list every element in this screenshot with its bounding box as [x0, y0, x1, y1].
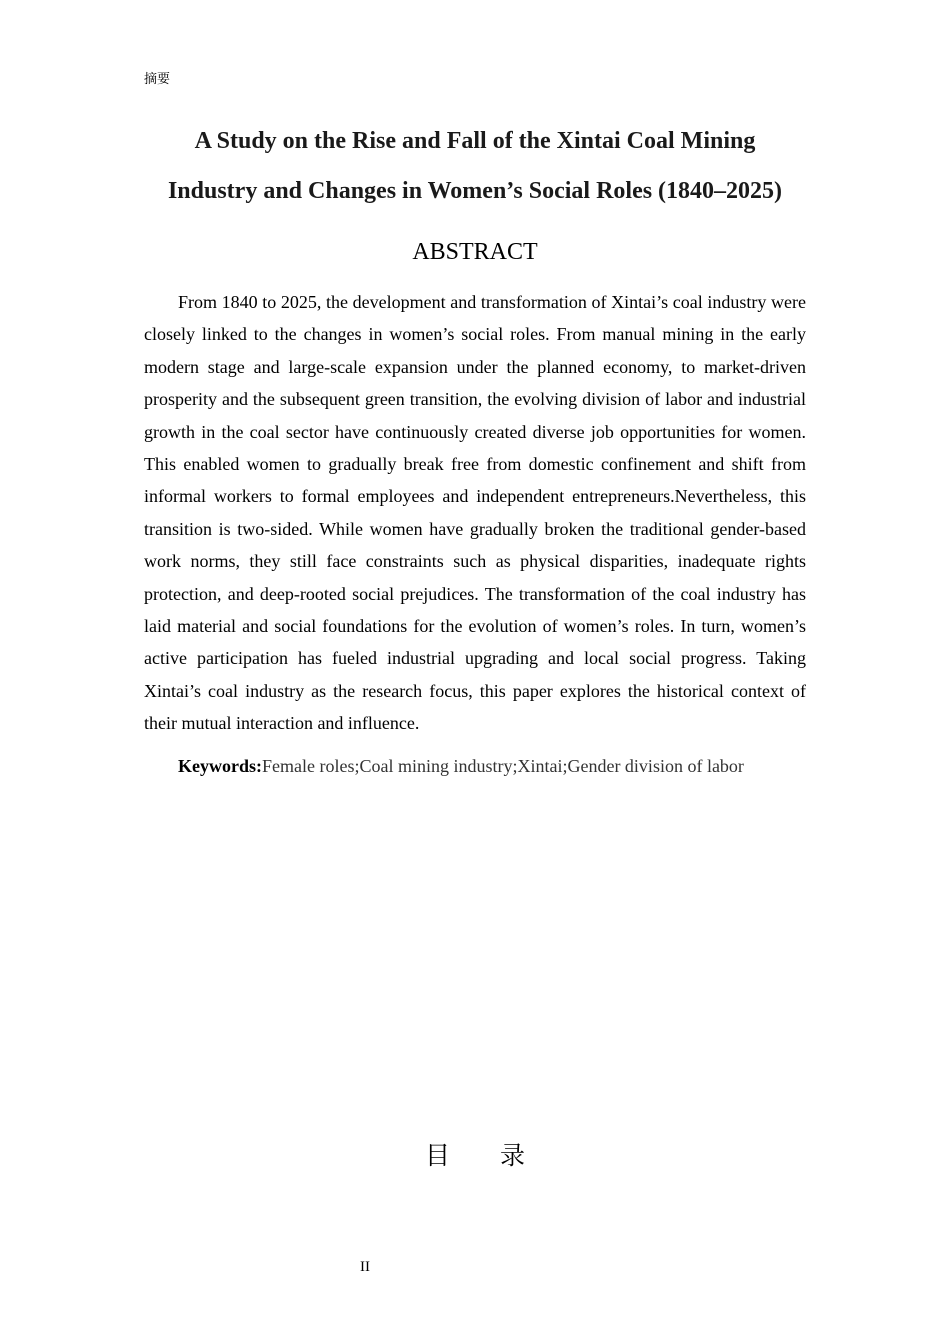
table-of-contents-heading: 目录: [424, 1141, 575, 1170]
abstract-heading: ABSTRACT: [412, 239, 538, 265]
keywords-line: [144, 750, 806, 782]
page-number: II: [360, 1259, 370, 1275]
paper-title-line-1: A Study on the Rise and Fall of the Xintai Coal Mining: [194, 128, 756, 154]
paper-title-line-2: Industry and Changes in Women’s Social Roles (1840–2025): [167, 178, 783, 204]
keywords-value: Female roles;Coal mining industry;Xintai;Gender division of labor: [262, 756, 744, 776]
running-header: 摘要: [144, 72, 171, 87]
abstract-body: From 1840 to 2025, the development and transformation of Xintai’s coal industry were closely linked to the changes in women’s social roles. From manual mining in the early modern stage and large-scale expansion under the planned economy, to market-driven prosperity and the subsequent green transition, the evolving division of labor and industrial growth in the coal sector have continuously created diverse job opportunities for women. This enabled women to gradually break free from domestic confinement and shift from informal workers to formal employees and independent entrepreneurs.Nevertheless, this transition is two-sided. While women have gradually broken the traditional gender-based work norms, they still face constraints such as physical disparities, inadequate rights protection, and deep-rooted social prejudices. The transformation of the coal industry has laid material and social foundations for the evolution of women’s roles. In turn, women’s active participation has fueled industrial upgrading and local social progress. Taking Xintai’s coal industry as the research focus, this paper explores the historical context of their mutual interaction and influence.: [144, 292, 806, 734]
paper-title: [144, 116, 806, 216]
keywords-label: Keywords:: [178, 756, 262, 776]
